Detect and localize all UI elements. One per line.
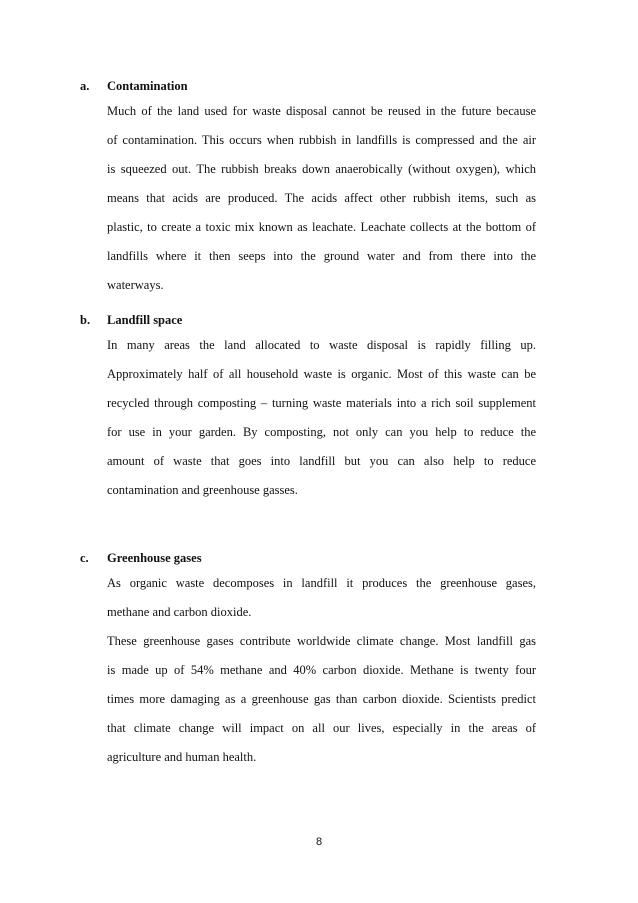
- paragraph: [107, 627, 536, 772]
- text-line: of contamination. This occurs when rubbish in landfills is compressed and the air: [107, 133, 536, 147]
- section-title: Greenhouse gases: [107, 551, 202, 565]
- text-line: is squeezed out. The rubbish breaks down anaerobically (without oxygen), which: [107, 162, 536, 176]
- text-line: waterways.: [107, 278, 164, 292]
- text-line: that climate change will impact on all our lives, especially in the areas of: [107, 721, 536, 735]
- section-landfill-space: [80, 310, 536, 505]
- text-line: landfills where it then seeps into the ground water and from there into the: [107, 249, 536, 263]
- text-line: times more damaging as a greenhouse gas than carbon dioxide. Scientists predict: [107, 692, 536, 706]
- section-marker: b.: [80, 313, 91, 327]
- section-heading: [80, 310, 536, 330]
- text-line: Much of the land used for waste disposal cannot be reused in the future because: [107, 104, 536, 118]
- text-line: recycled through composting – turning waste materials into a rich soil supplement: [107, 396, 536, 410]
- paragraph: [107, 569, 536, 627]
- text-line: for use in your garden. By composting, not only can you help to reduce the: [107, 425, 536, 439]
- text-line: These greenhouse gases contribute worldwide climate change. Most landfill gas: [107, 634, 536, 648]
- text-line: is made up of 54% methane and 40% carbon dioxide. Methane is twenty four: [107, 663, 536, 677]
- text-line: Approximately half of all household waste is organic. Most of this waste can be: [107, 367, 536, 381]
- text-line: contamination and greenhouse gasses.: [107, 483, 298, 497]
- text-line: amount of waste that goes into landfill but you can also help to reduce: [107, 454, 536, 468]
- text-line: plastic, to create a toxic mix known as leachate. Leachate collects at the bottom of: [107, 220, 536, 234]
- text-line: means that acids are produced. The acids affect other rubbish items, such as: [107, 191, 536, 205]
- section-contamination: [80, 76, 536, 300]
- text-line: As organic waste decomposes in landfill it produces the greenhouse gases,: [107, 576, 536, 590]
- page-number: 8: [315, 836, 323, 848]
- section-heading: [80, 76, 536, 96]
- text-line: agriculture and human health.: [107, 750, 257, 764]
- section-marker: a.: [80, 79, 90, 93]
- paragraph: [107, 331, 536, 505]
- section-title: Contamination: [107, 79, 188, 93]
- text-line: In many areas the land allocated to waste disposal is rapidly filling up.: [107, 338, 536, 352]
- paragraph: [107, 97, 536, 300]
- section-greenhouse-gases: [80, 548, 536, 772]
- text-line: methane and carbon dioxide.: [107, 605, 252, 619]
- section-heading: [80, 548, 536, 568]
- section-title: Landfill space: [107, 313, 183, 327]
- section-marker: c.: [80, 551, 89, 565]
